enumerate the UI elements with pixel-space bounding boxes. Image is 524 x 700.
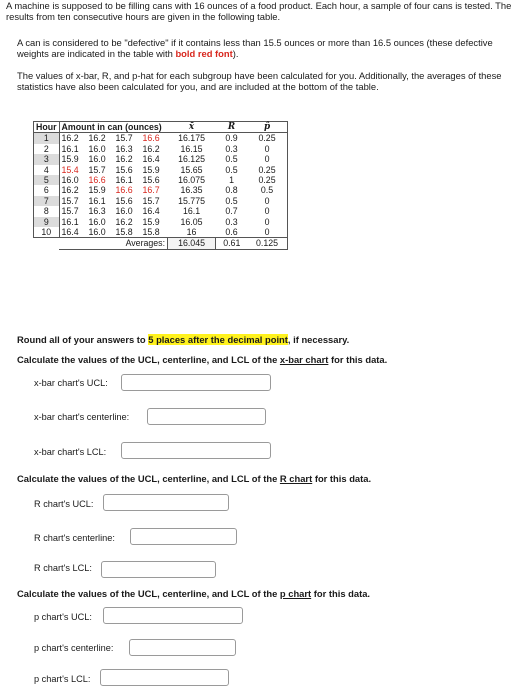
xbar-chart-instruction xyxy=(17,354,387,365)
phat-cell: 0 xyxy=(248,217,288,227)
rounding-instruction xyxy=(17,334,349,345)
header-xbar: x̄ xyxy=(168,122,216,133)
hour-cell: 5 xyxy=(34,175,60,185)
range-cell: 0.5 xyxy=(225,154,238,165)
p-centerline-input[interactable] xyxy=(129,639,236,656)
weight-cell: 15.9 xyxy=(88,185,106,196)
phat-cell: 0.25 xyxy=(248,133,288,144)
intro-paragraph-1: A machine is supposed to be filling cans with 16 ounces of a food product. Each hour, a sample of four cans is tested. The results from ten consecutive hours are given in the following table. xyxy=(6,0,512,23)
xbar-cell: 16.175 xyxy=(178,133,205,144)
weight-cell: 16.1 xyxy=(61,143,79,154)
xbar-cell: 15.65 xyxy=(180,164,203,175)
r-ucl-input[interactable] xyxy=(103,494,229,511)
hour-cell: 3 xyxy=(34,154,60,164)
xbar-lcl-label: x-bar chart's LCL: xyxy=(34,447,107,457)
hour-cell: 4 xyxy=(34,165,60,175)
xbar-cell: 16.1 xyxy=(182,206,201,217)
r-lcl-label: R chart's LCL: xyxy=(34,563,92,573)
range-cell: 0.9 xyxy=(225,133,238,144)
weight-cell: 16.0 xyxy=(61,175,79,186)
r-ucl-label: R chart's UCL: xyxy=(34,499,94,509)
round-text-a: Round all of your answers to xyxy=(17,334,149,345)
weight-cell: 15.9 xyxy=(142,164,160,175)
table-row xyxy=(34,154,288,164)
hour-cell: 6 xyxy=(34,185,60,195)
weight-cell: 15.7 xyxy=(115,133,133,144)
weight-cell: 16.2 xyxy=(61,133,79,144)
xbar-chart-link[interactable]: x-bar chart xyxy=(279,354,329,365)
xbar-cell: 16.125 xyxy=(178,154,205,165)
range-cell: 0.3 xyxy=(225,216,238,227)
r-chart-instruction xyxy=(17,473,371,484)
xbar-instr-b: for this data. xyxy=(328,354,388,365)
table-row xyxy=(34,206,288,216)
weight-cell: 15.8 xyxy=(141,227,168,238)
weight-cell: 16.4 xyxy=(142,206,160,217)
xbar-cell: 15.775 xyxy=(178,195,205,206)
p-ucl-input[interactable] xyxy=(103,607,243,624)
weight-cell: 15.6 xyxy=(115,195,133,206)
weight-cell: 15.9 xyxy=(61,154,79,165)
xbar-cell: 16.15 xyxy=(180,143,203,154)
p-chart-instruction xyxy=(17,588,370,599)
weight-cell: 16.1 xyxy=(88,195,106,206)
phat-cell: 0 xyxy=(248,154,288,164)
intro-p2-text-a: A can is considered to be "defective" if it contains less than 15.5 ounces or more than 16.5 ounces (these defective weights are indicated in the table with xyxy=(17,37,493,60)
table-row xyxy=(34,165,288,175)
defective-weight-cell: 16.6 xyxy=(115,185,133,196)
phat-cell: 0 xyxy=(248,206,288,216)
average-xbar: 16.045 xyxy=(168,238,216,249)
phat-cell: 0 xyxy=(248,227,288,238)
weight-cell: 16.2 xyxy=(115,216,133,227)
averages-row xyxy=(34,238,288,249)
weight-cell: 16.0 xyxy=(87,227,114,238)
weight-cell: 16.0 xyxy=(88,154,106,165)
r-chart-link[interactable]: R chart xyxy=(279,473,313,484)
intro-paragraph-2 xyxy=(17,37,517,60)
hour-cell: 8 xyxy=(34,206,60,216)
p-instr-b: for this data. xyxy=(311,588,371,599)
p-chart-link[interactable]: p chart xyxy=(279,588,312,599)
weight-cell: 15.9 xyxy=(142,216,160,227)
phat-cell: 0 xyxy=(248,196,288,206)
weight-cell: 16.3 xyxy=(115,143,133,154)
r-lcl-input[interactable] xyxy=(101,561,216,578)
weight-cell: 16.3 xyxy=(88,206,106,217)
xbar-lcl-input[interactable] xyxy=(121,442,271,459)
phat-cell: 0 xyxy=(248,144,288,154)
weight-cell: 16.2 xyxy=(115,154,133,165)
weight-cell: 16.0 xyxy=(88,143,106,154)
table-row xyxy=(34,185,288,195)
xbar-cell: 16 xyxy=(168,227,216,238)
hour-cell: 7 xyxy=(34,196,60,206)
table-row xyxy=(34,133,288,144)
xbar-centerline-label: x-bar chart's centerline: xyxy=(34,412,130,422)
can-weights-table xyxy=(33,121,288,250)
p-lcl-input[interactable] xyxy=(100,669,229,686)
range-cell: 1 xyxy=(229,175,234,186)
p-centerline-label: p chart's centerline: xyxy=(34,643,114,653)
header-hour: Hour xyxy=(34,122,60,133)
weight-cell: 15.7 xyxy=(61,206,79,217)
xbar-ucl-input[interactable] xyxy=(121,374,271,391)
range-cell: 0.3 xyxy=(225,143,238,154)
weight-cell: 16.1 xyxy=(61,216,79,227)
range-cell: 0.7 xyxy=(225,206,238,217)
round-text-b: , if necessary. xyxy=(287,334,350,345)
phat-cell: 0.25 xyxy=(248,175,288,185)
weight-cell: 15.7 xyxy=(142,195,160,206)
defective-weight-cell: 16.6 xyxy=(88,175,106,186)
weight-cell: 15.7 xyxy=(88,164,106,175)
intro-p2-text-b: ). xyxy=(232,48,239,60)
p-ucl-label: p chart's UCL: xyxy=(34,612,92,622)
header-phat: p̂ xyxy=(248,122,288,133)
r-centerline-input[interactable] xyxy=(130,528,237,545)
hour-cell: 10 xyxy=(34,227,60,238)
defective-weight-cell: 16.7 xyxy=(142,185,160,196)
weight-cell: 16.0 xyxy=(115,206,133,217)
defective-weight-cell: 15.4 xyxy=(61,164,79,175)
p-instr-a: Calculate the values of the UCL, centerline, and LCL of the xyxy=(17,588,280,599)
table-row xyxy=(34,227,288,238)
intro-paragraph-3: The values of x-bar, R, and p-hat for each subgroup have been calculated for you. Additionally, the averages of these statistics have also been calculated for you, and are included at the bottom of the table. xyxy=(17,70,502,93)
xbar-centerline-input[interactable] xyxy=(147,408,266,425)
weight-cell: 16.4 xyxy=(142,154,160,165)
range-cell: 0.5 xyxy=(225,195,238,206)
range-cell: 0.6 xyxy=(216,227,248,238)
hour-cell: 9 xyxy=(34,217,60,227)
average-phat: 0.125 xyxy=(248,238,288,249)
weight-cell: 15.6 xyxy=(142,175,160,186)
table-row xyxy=(34,144,288,154)
xbar-cell: 16.075 xyxy=(178,175,205,186)
weight-cell: 15.8 xyxy=(114,227,141,238)
weight-cell: 16.2 xyxy=(88,133,106,144)
weight-cell: 16.2 xyxy=(142,143,160,154)
p-lcl-label: p chart's LCL: xyxy=(34,674,91,684)
table-row xyxy=(34,196,288,206)
xbar-cell: 16.05 xyxy=(180,216,203,227)
weight-cell: 16.1 xyxy=(115,175,133,186)
bold-red-font-text: bold red font xyxy=(175,48,233,60)
weight-cell: 16.4 xyxy=(59,227,87,238)
r-instr-a: Calculate the values of the UCL, centerline, and LCL of the xyxy=(17,473,280,484)
weight-cell: 16.0 xyxy=(88,216,106,227)
xbar-instr-a: Calculate the values of the UCL, centerline, and LCL of the xyxy=(17,354,280,365)
table-header-row xyxy=(34,122,288,133)
phat-cell: 0.25 xyxy=(248,165,288,175)
phat-cell: 0.5 xyxy=(248,185,288,195)
range-cell: 0.8 xyxy=(225,185,238,196)
defective-weight-cell: 16.6 xyxy=(142,133,160,144)
hour-cell: 2 xyxy=(34,144,60,154)
header-amount: Amount in can (ounces) xyxy=(59,122,168,133)
range-cell: 0.5 xyxy=(225,164,238,175)
table-row xyxy=(34,175,288,185)
weight-cell: 16.2 xyxy=(61,185,79,196)
xbar-ucl-label: x-bar chart's UCL: xyxy=(34,378,108,388)
average-r: 0.61 xyxy=(216,238,248,249)
averages-label: Averages: xyxy=(59,238,168,249)
xbar-cell: 16.35 xyxy=(180,185,203,196)
table-row xyxy=(34,217,288,227)
r-instr-b: for this data. xyxy=(312,473,372,484)
hour-cell: 1 xyxy=(34,133,60,144)
header-r: R xyxy=(216,122,248,133)
weight-cell: 15.6 xyxy=(115,164,133,175)
r-centerline-label: R chart's centerline: xyxy=(34,533,115,543)
round-highlight: 5 places after the decimal point xyxy=(148,334,288,345)
weight-cell: 15.7 xyxy=(61,195,79,206)
